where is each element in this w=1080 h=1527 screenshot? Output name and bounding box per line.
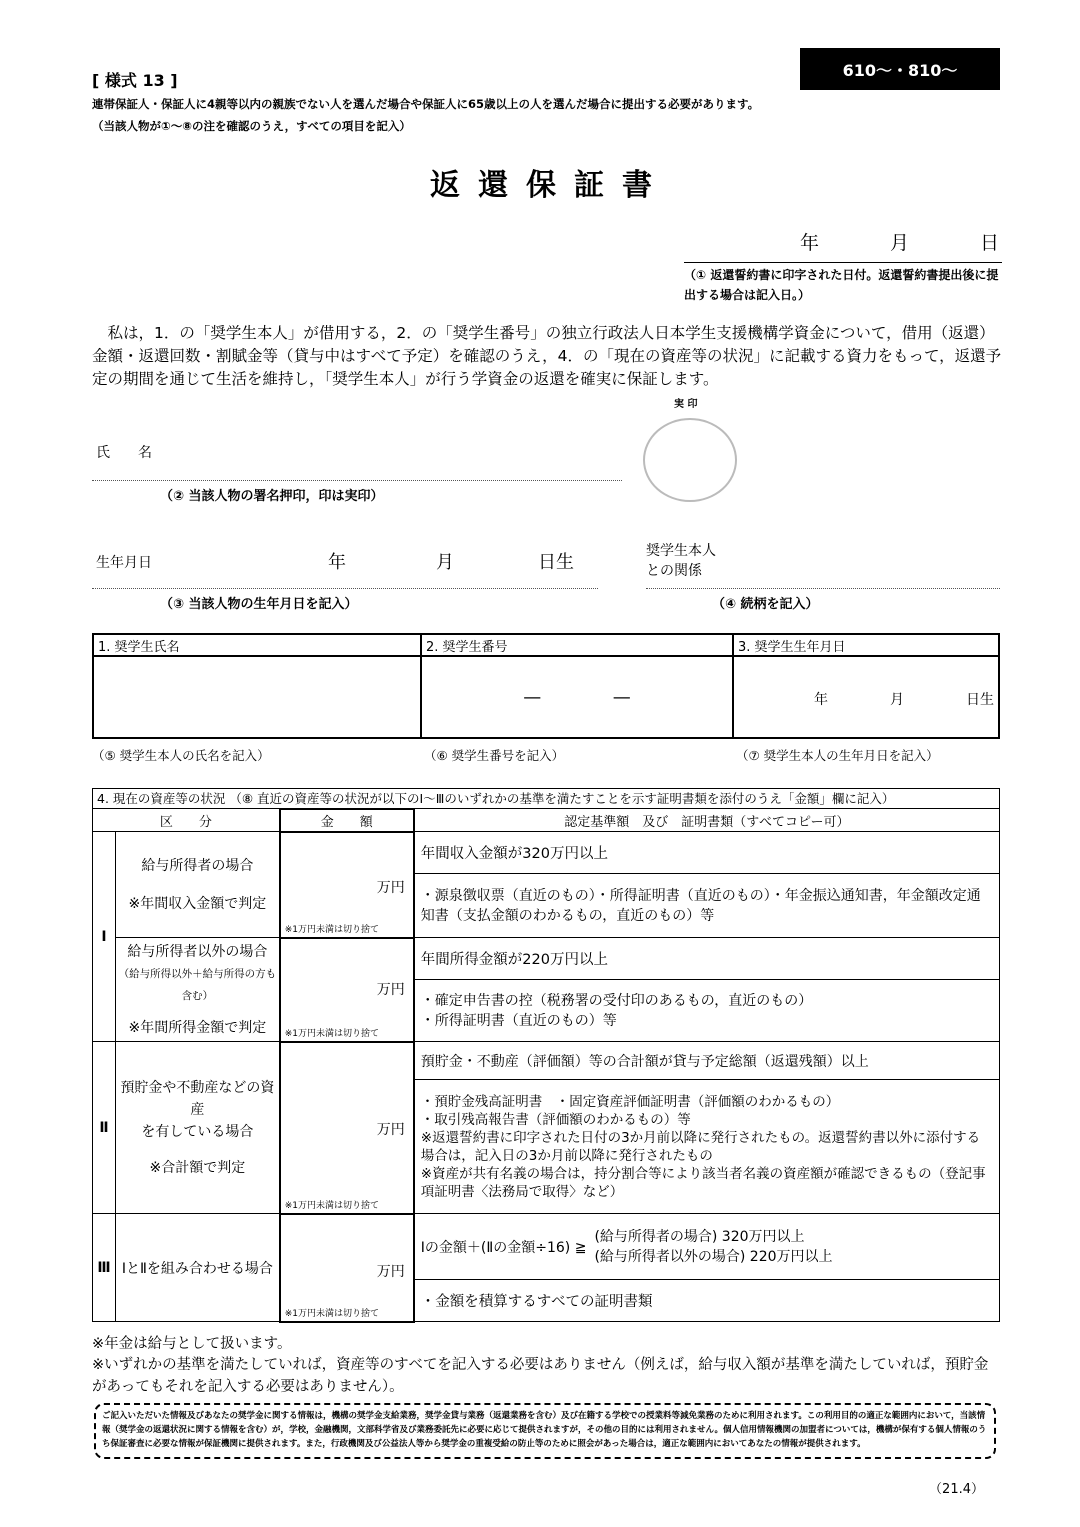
row-1a-round-note: ※1万円未満は切り捨て bbox=[284, 924, 380, 935]
seal-circle[interactable] bbox=[643, 418, 737, 502]
birth-field[interactable] bbox=[92, 588, 598, 589]
row-1a-docs: ・源泉徴収票（直近のもの）・所得証明書（直近のもの）・年金振込通知書，年金額改定通知書（支払金額のわかるもの，直近のもの）等 bbox=[414, 874, 1000, 938]
row-3-roman: Ⅲ bbox=[93, 1214, 116, 1322]
row-1a-criteria: 年間収入金額が320万円以上 bbox=[414, 832, 1000, 874]
date-day: 日 bbox=[980, 232, 1000, 254]
form-number: [ 様式 13 ] bbox=[92, 71, 178, 90]
row-3-criteria-salaried: (給与所得者の場合) 320万円以上 bbox=[594, 1228, 805, 1245]
instruction-notice: （当該人物が①～⑧の注を確認のうえ，すべての項目を記入） bbox=[92, 119, 411, 133]
row-1b-category bbox=[116, 938, 280, 1042]
row-2-unit: 万円 bbox=[376, 1121, 405, 1138]
row-1b-sub: ※年間所得金額で判定 bbox=[128, 1019, 267, 1036]
name-note: （② 当該人物の署名押印，印は実印） bbox=[160, 489, 384, 504]
relation-label bbox=[646, 541, 716, 581]
row-2-roman: Ⅱ bbox=[93, 1042, 116, 1214]
name-field[interactable] bbox=[92, 480, 622, 481]
relation-label-line2: との関係 bbox=[646, 563, 702, 579]
row-3-criteria bbox=[414, 1214, 1000, 1280]
birth-year: 年 bbox=[328, 552, 346, 573]
row-2-docs-4: ※資産が共有名義の場合は，持分割合等により該当者名義の資産額が確認できるもの（登記事項証明書〈法務局で取得〉など） bbox=[420, 1165, 986, 1200]
row-2-round-note: ※1万円未満は切り捨て bbox=[284, 1200, 380, 1211]
footnote-pension: ※年金は給与として扱います。 bbox=[92, 1336, 292, 1352]
row-2-title-1: 預貯金や不動産などの資産 bbox=[120, 1079, 275, 1118]
student-number-dash-1: — bbox=[523, 686, 542, 708]
student-name-header: 1. 奨学生氏名 bbox=[93, 634, 421, 656]
student-birth-month: 月 bbox=[890, 692, 904, 708]
date-note: （① 返還誓約書に印字された日付。返還誓約書提出後に提出する場合は記入日。） bbox=[684, 262, 1002, 305]
row-2-sub: ※合計額で判定 bbox=[149, 1159, 246, 1176]
row-1a-title: 給与所得者の場合 bbox=[141, 857, 254, 874]
row-1b-docs-2: ・所得証明書（直近のもの）等 bbox=[420, 1012, 617, 1029]
row-3-unit: 万円 bbox=[376, 1263, 405, 1280]
row-2-docs bbox=[414, 1080, 1000, 1214]
row-2-amount-field[interactable] bbox=[280, 1042, 414, 1214]
student-number-cell[interactable] bbox=[421, 656, 733, 738]
student-info-table bbox=[92, 633, 1000, 739]
submission-notice: 連帯保証人・保証人に4親等以内の親族でない人を選んだ場合や保証人に65歳以上の人を選んだ場合に提出する必要があります。 bbox=[92, 97, 760, 111]
relation-note: （④ 続柄を記入） bbox=[712, 597, 819, 612]
row-3-criteria-other: (給与所得者以外の場合) 220万円以上 bbox=[594, 1248, 833, 1265]
row-1b-criteria: 年間所得金額が220万円以上 bbox=[414, 938, 1000, 980]
guarantee-statement: 私は，1．の「奨学生本人」が借用する，2．の「奨学生番号」の独立行政法人日本学生支援機構学資金について，借用（返還）金額・返還回数・割賦金等（貸与中はすべて予定）を確認のうえ，4．の「現在の資産等の状況」に記載する資力をもって，返還予定の期間を通じて生活を維持し，「奨学生本人」が行う学資金の返還を確実に保証します。 bbox=[92, 324, 1002, 388]
student-birth-note: （⑦ 奨学生本人の生年月日を記入） bbox=[736, 748, 939, 763]
row-1a-category bbox=[116, 832, 280, 938]
row-1b-docs-1: ・確定申告書の控（税務署の受付印のあるもの，直近のもの） bbox=[420, 992, 813, 1009]
seal-label: 実 印 bbox=[674, 399, 698, 410]
student-birth-cell[interactable] bbox=[733, 656, 999, 738]
form-version: （21.4） bbox=[929, 1482, 984, 1497]
assets-header: 4. 現在の資産等の状況 （⑧ 直近の資産等の状況が以下のⅠ～Ⅲのいずれかの基準を満たすことを示す証明書類を添付のうえ「金額」欄に記入） bbox=[93, 789, 1000, 809]
date-month: 月 bbox=[890, 232, 910, 254]
student-name-note: （⑤ 奨学生本人の氏名を記入） bbox=[92, 748, 270, 763]
row-2-docs-2: ・取引残高報告書（評価額のわかるもの）等 bbox=[420, 1111, 691, 1128]
row-1-roman: Ⅰ bbox=[93, 832, 116, 1042]
row-3-round-note: ※1万円未満は切り捨て bbox=[284, 1308, 380, 1319]
student-birth-header: 3. 奨学生生年月日 bbox=[733, 634, 999, 656]
row-2-docs-3: ※返還誓約書に印字された日付の3か月前以降に発行されたもの。返還誓約書以外に添付する場合は，記入日の3か月前以降に発行されたもの bbox=[420, 1129, 981, 1164]
student-birth-year: 年 bbox=[814, 692, 828, 708]
relation-label-line1: 奨学生本人 bbox=[646, 543, 716, 559]
row-3-category: ⅠとⅡを組み合わせる場合 bbox=[116, 1214, 280, 1322]
row-1a-sub: ※年間収入金額で判定 bbox=[128, 895, 267, 912]
row-1b-unit: 万円 bbox=[376, 981, 405, 998]
assets-col-category: 区 分 bbox=[93, 809, 280, 832]
form-code-box bbox=[800, 48, 1000, 90]
row-3-criteria-formula: Ⅰの金額＋(Ⅱの金額÷16) ≧ bbox=[420, 1239, 587, 1256]
name-label: 氏 名 bbox=[96, 445, 152, 461]
row-1a-amount-field[interactable] bbox=[280, 832, 414, 938]
row-1b-amount-field[interactable] bbox=[280, 938, 414, 1042]
row-2-category bbox=[116, 1042, 280, 1214]
row-2-title-2: を有している場合 bbox=[141, 1123, 254, 1140]
birth-label: 生年月日 bbox=[96, 555, 152, 571]
student-birth-day: 日生 bbox=[966, 692, 994, 708]
student-number-header: 2. 奨学生番号 bbox=[421, 634, 733, 656]
relation-field[interactable] bbox=[646, 588, 1000, 589]
privacy-notice: ご記入いただいた情報及びあなたの奨学金に関する情報は，機構の奨学金支給業務，奨学金貸与業務（返還業務を含む）及び在籍する学校での授業料等減免業務のために利用されます。この利用目的の適正な範囲内において，当該情報（奨学金の返還状況に関する情報を含む）が，学校，金融機関，文部科学省及び業務委託先に必要に応じて提供されますが，その他の目的には利用されません。個人信用情報機関の加盟者については，機構が保有する個人情報のうち保証審査に必要な情報が保証機関に提供されます。また，行政機関及び公益法人等から奨学金の重複受給の防止等のために照会があった場合は，適正な範囲内においてあなたの情報が提供されます。 bbox=[94, 1403, 996, 1459]
footnote-criteria: ※いずれかの基準を満たしていれば，資産等のすべてを記入する必要はありません（例えば，給与収入額が基準を満たしていれば，預貯金があってもそれを記入する必要はありません）。 bbox=[92, 1357, 989, 1395]
birth-note: （③ 当該人物の生年月日を記入） bbox=[160, 597, 358, 612]
birth-month: 月 bbox=[436, 552, 454, 573]
assets-table bbox=[92, 788, 1000, 1323]
student-number-dash-2: — bbox=[612, 686, 631, 708]
assets-col-criteria: 認定基準額 及び 証明書類（すべてコピー可） bbox=[414, 809, 1000, 832]
form-code: 610～・810～ bbox=[842, 60, 958, 80]
row-3-amount-field[interactable] bbox=[280, 1214, 414, 1322]
page-title: 返還保証書 bbox=[430, 168, 670, 203]
birth-day: 日生 bbox=[538, 552, 574, 573]
student-name-cell[interactable] bbox=[93, 656, 421, 738]
row-1b-docs bbox=[414, 980, 1000, 1042]
row-2-docs-1: ・預貯金残高証明書 ・固定資産評価証明書（評価額のわかるもの） bbox=[420, 1093, 840, 1110]
assets-col-amount: 金 額 bbox=[280, 809, 414, 832]
row-2-criteria: 預貯金・不動産（評価額）等の合計額が貸与予定総額（返還残額）以上 bbox=[414, 1042, 1000, 1080]
row-1b-title: 給与所得者以外の場合 bbox=[127, 943, 268, 960]
row-1b-paren: （給与所得以外＋給与所得の方も含む） bbox=[118, 967, 277, 1002]
student-number-note: （⑥ 奨学生番号を記入） bbox=[424, 748, 565, 763]
row-3-docs: ・金額を積算するすべての証明書類 bbox=[414, 1280, 1000, 1322]
row-1b-round-note: ※1万円未満は切り捨て bbox=[284, 1028, 380, 1039]
date-year: 年 bbox=[800, 232, 820, 254]
row-1a-unit: 万円 bbox=[376, 879, 405, 896]
